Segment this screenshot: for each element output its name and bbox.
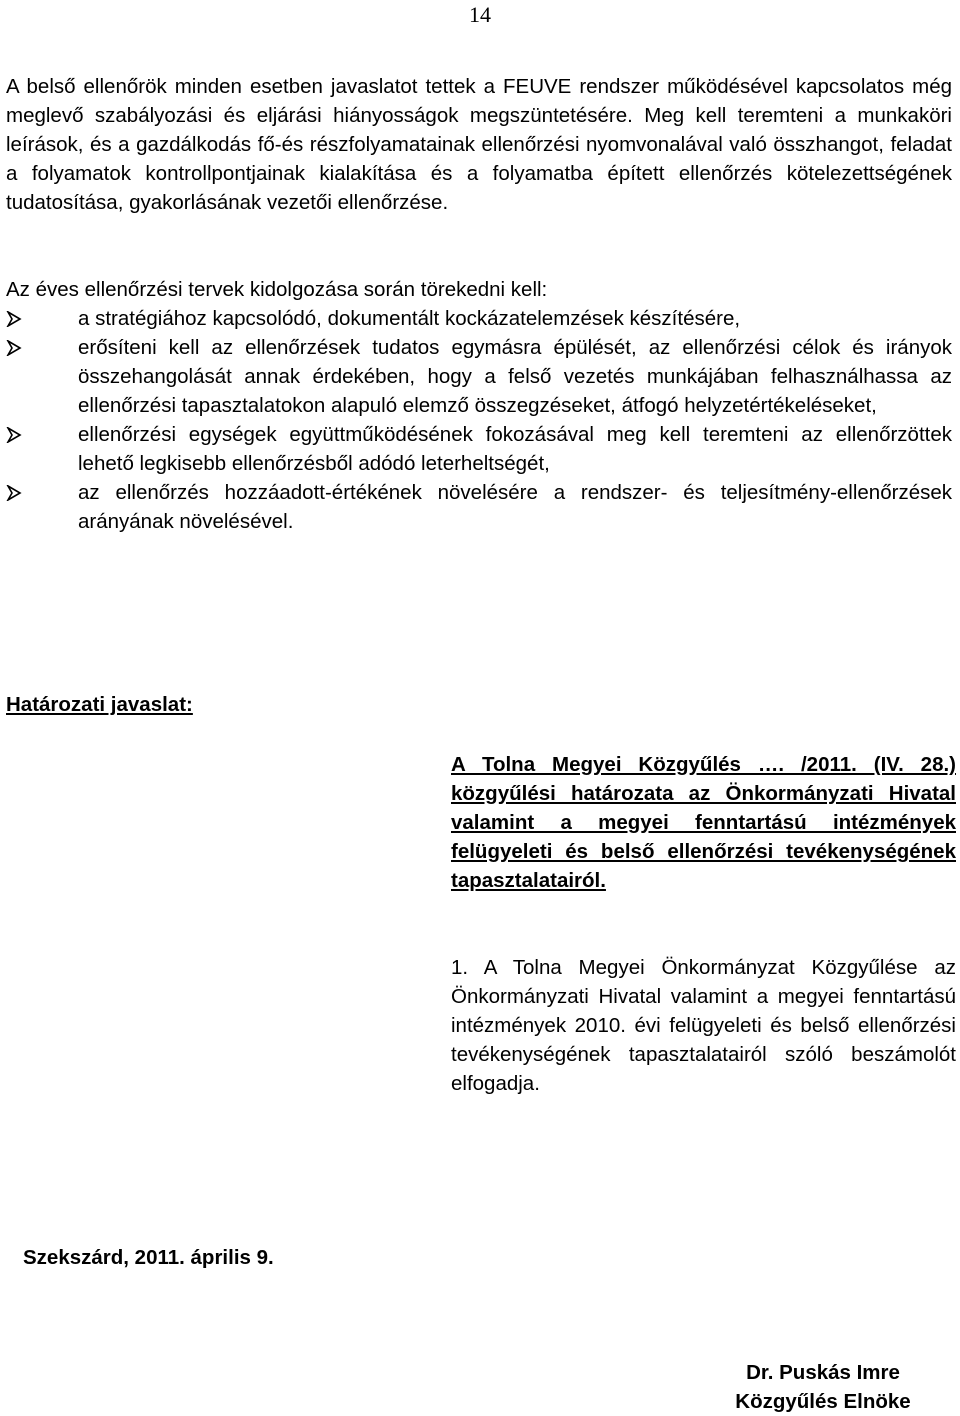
signature-block: [700, 1358, 946, 1416]
arrow-bullet-icon: [6, 333, 24, 362]
page-number: 14: [469, 2, 491, 27]
annual-plan-section: [6, 275, 952, 536]
resolution-title: A Tolna Megyei Közgyűlés …. /2011. (IV. 28.) közgyűlési határozata az Önkormányzati Hivatal valamint a megyei fenntartású intézmények felügyeleti és belső ellenőrzési tevékenységének tapasztalatairól.: [451, 753, 956, 892]
arrow-bullet-icon: [6, 478, 24, 507]
bullet-text: erősíteni kell az ellenőrzések tudatos egymásra épülését, az ellenőrzési célok és irányok összehangolását annak érdekében, hogy a felső vezetés munkájában felhasználhassa az ellenőrzési tapasztalatokon alapuló elemző összegzéseket, átfogó helyzetértékeléseket,: [78, 336, 952, 417]
arrow-bullet-icon: [6, 304, 24, 333]
list-item: [6, 333, 952, 420]
place-date: Szekszárd, 2011. április 9.: [23, 1246, 274, 1269]
bullet-text: ellenőrzési egységek együttműködésének fokozásával meg kell teremteni az ellenőrzöttek lehető legkisebb ellenőrzésből adódó leterheltségét,: [78, 423, 952, 475]
bullet-list: [6, 304, 952, 536]
intro-paragraph: A belső ellenőrök minden esetben javaslatot tettek a FEUVE rendszer működésével kapcsolatos még meglevő szabályozási és eljárási hiányosságok megszüntetésére. Meg kell teremteni a munkaköri leírások, és a gazdálkodás fő-és részfolyamatainak ellenőrzési nyomvonalával való összhangot, feladat a folyamatok kontrollpontjainak kialakítása és a folyamatba épített ellenőrzés kötelezettségének tudatosítása, gyakorlásának vezetői ellenőrzése.: [6, 75, 952, 214]
annual-plan-intro: Az éves ellenőrzési tervek kidolgozása során törekedni kell:: [6, 278, 548, 301]
resolution-body: 1. A Tolna Megyei Önkormányzat Közgyűlése az Önkormányzati Hivatal valamint a megyei fenntartású intézmények 2010. évi felügyeleti és belső ellenőrzési tevékenységének tapasztalatairól szóló beszámolót elfogadja.: [451, 956, 956, 1095]
bullet-text: az ellenőrzés hozzáadott-értékének növelésére a rendszer- és teljesítmény-ellenőrzések arányának növelésével.: [78, 481, 952, 533]
resolution-heading: Határozati javaslat:: [6, 693, 193, 716]
list-item: [6, 420, 952, 478]
signatory-name: Dr. Puskás Imre: [746, 1361, 900, 1384]
bullet-text: a stratégiához kapcsolódó, dokumentált kockázatelemzések készítésére,: [78, 307, 741, 330]
list-item: [6, 304, 952, 333]
list-item: [6, 478, 952, 536]
signatory-title: Közgyűlés Elnöke: [735, 1390, 911, 1413]
arrow-bullet-icon: [6, 420, 24, 449]
